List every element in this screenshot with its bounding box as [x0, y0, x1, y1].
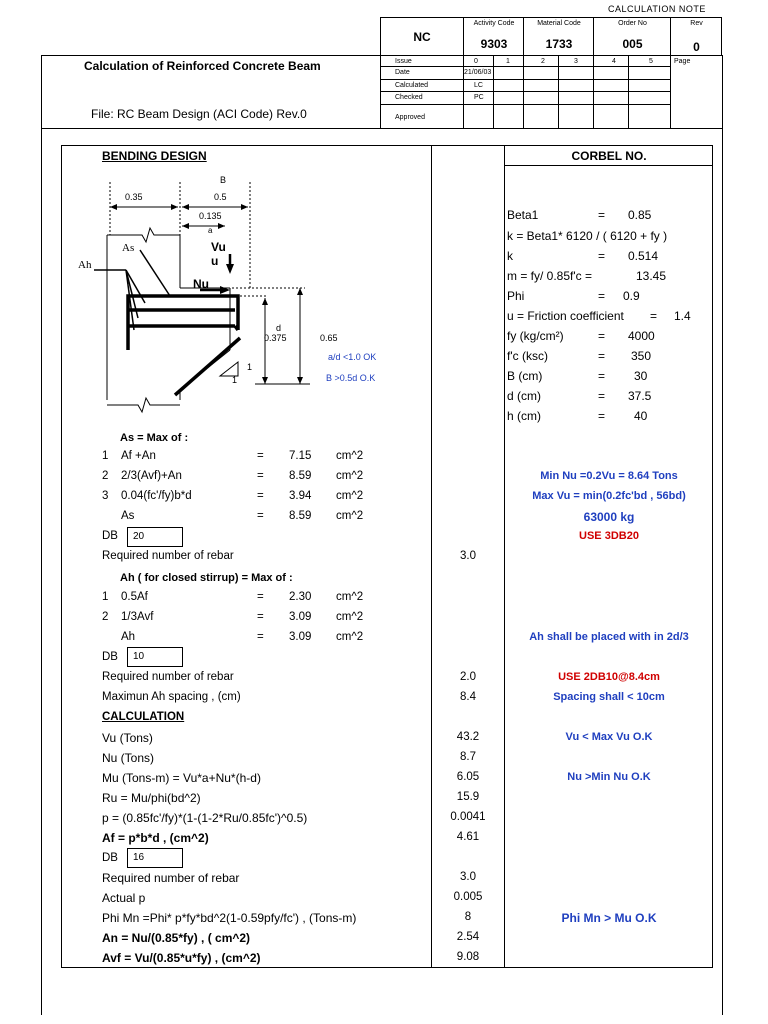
corbel-title-underline	[504, 165, 713, 166]
row-value: 2.30	[289, 591, 312, 603]
row-equals: =	[257, 450, 264, 462]
an-label: An = Nu/(0.85*fy) , ( cm^2)	[102, 931, 251, 945]
min-nu-note: Min Nu =0.2Vu = 8.64 Tons	[540, 470, 678, 482]
calculated-label: Calculated	[395, 82, 429, 89]
db3-input[interactable]: 16	[127, 848, 183, 868]
calc-mu-label: Mu (Tons-m) = Vu*a+Nu*(h-d)	[102, 771, 261, 785]
actual-p-label: Actual p	[102, 891, 146, 905]
vu-value: 43.2	[456, 731, 480, 743]
req-rebar-3-label: Required number of rebar	[102, 871, 240, 885]
param-beta1-label: Beta1	[507, 208, 539, 222]
req-rebar-3-value: 3.0	[460, 871, 476, 883]
param-u-label: u = Friction coefficient	[507, 309, 624, 323]
row-number: 3	[102, 490, 109, 502]
phi-mn-check: Phi Mn > Mu O.K	[561, 911, 657, 925]
nu-label: Nu	[193, 277, 209, 291]
order-no-value: 005	[622, 37, 643, 51]
row-label: As	[121, 510, 135, 522]
req-rebar-1-label: Required number of rebar	[102, 550, 234, 562]
max-ah-spacing-value: 8.4	[460, 691, 476, 703]
slope-1a: 1	[247, 362, 253, 372]
param-k-value: 0.514	[628, 249, 659, 263]
max-ah-spacing-label: Maximun Ah spacing , (cm)	[102, 691, 241, 703]
af-value: 4.61	[456, 831, 480, 843]
row-label: 0.5Af	[121, 591, 148, 603]
row-value: 3.09	[289, 631, 312, 643]
param-d-label: d (cm)	[507, 389, 541, 403]
param-u-value: 1.4	[674, 309, 691, 323]
param-h-eq: =	[598, 409, 606, 423]
row-unit: cm^2	[336, 470, 364, 482]
row-number: 2	[102, 470, 109, 482]
document-title: Calculation of Reinforced Concrete Beam	[84, 59, 321, 73]
param-d-eq: =	[598, 389, 606, 403]
row-unit: cm^2	[336, 611, 364, 623]
as-label: As	[122, 242, 135, 254]
row-label: 0.04(fc'/fy)b*d	[121, 490, 192, 502]
issue-col-1: 1	[506, 58, 510, 65]
max-vu-value: 63000 kg	[583, 510, 635, 524]
issue-col-5: 5	[649, 58, 653, 65]
db2-label: DB	[102, 651, 118, 663]
param-fy-eq: =	[598, 329, 606, 343]
ah-label: Ah	[78, 259, 92, 271]
actual-p-value: 0.005	[453, 891, 483, 903]
p-value: 0.0041	[450, 811, 486, 823]
req-rebar-2-label: Required number of rebar	[102, 671, 234, 683]
param-phi-eq: =	[598, 289, 606, 303]
grid-line	[380, 55, 670, 56]
db2-input[interactable]: 10	[127, 647, 183, 667]
phi-mn-value: 8	[464, 911, 472, 923]
param-h-value: 40	[634, 409, 648, 423]
row-unit: cm^2	[336, 631, 364, 643]
param-b-value: 30	[634, 369, 648, 383]
d-label: d	[276, 323, 282, 333]
dim-b-label: B	[220, 175, 227, 185]
calc-af-label: Af = p*b*d , (cm^2)	[102, 831, 209, 845]
row-unit: cm^2	[336, 450, 364, 462]
order-no-label: Order No	[618, 20, 647, 27]
calculation-title: CALCULATION	[102, 711, 185, 723]
u-label: u	[211, 254, 219, 268]
activity-code-value: 9303	[480, 37, 508, 51]
issue-col-4: 4	[612, 58, 616, 65]
max-vu-note: Max Vu = min(0.2fc'bd , 56bd)	[532, 490, 686, 502]
row-unit: cm^2	[336, 490, 364, 502]
grid-line	[380, 104, 670, 105]
checked-value: PC	[474, 94, 484, 101]
slope-1b: 1	[232, 375, 238, 385]
nu-value: 8.7	[460, 751, 476, 763]
company-code: NC	[413, 30, 431, 44]
nu-check: Nu >Min Nu O.K	[567, 771, 651, 783]
calc-ru-label: Ru = Mu/phi(bd^2)	[102, 791, 201, 805]
b-check: B >0.5d O.K	[326, 373, 376, 383]
use-2db10: USE 2DB10@8.4cm	[558, 671, 660, 683]
grid-line	[380, 128, 670, 129]
date-label: Date	[395, 69, 410, 76]
ah-placement-note: Ah shall be placed with in 2d/3	[529, 631, 689, 643]
row-equals: =	[257, 591, 264, 603]
dim-05: 0.5	[214, 192, 227, 202]
row-value: 3.94	[289, 490, 312, 502]
rev-value: 0	[693, 40, 700, 54]
row-equals: =	[257, 611, 264, 623]
row-label: 1/3Avf	[121, 611, 154, 623]
approved-label: Approved	[395, 114, 425, 121]
param-fc-value: 350	[631, 349, 652, 363]
vu-label: Vu	[211, 240, 226, 254]
param-k-label: k	[507, 249, 513, 263]
param-u-eq: =	[650, 309, 658, 323]
param-beta1-eq: =	[598, 208, 606, 222]
dim-065: 0.65	[320, 333, 338, 343]
issue-col-3: 3	[574, 58, 578, 65]
row-unit: cm^2	[336, 591, 364, 603]
dim-035: 0.35	[125, 192, 143, 202]
row-value: 3.09	[289, 611, 312, 623]
issue-label: Issue	[395, 58, 412, 65]
corbel-diagram	[70, 170, 430, 420]
issue-col-2: 2	[541, 58, 545, 65]
row-equals: =	[257, 510, 264, 522]
calculation-note-title: CALCULATION NOTE	[608, 4, 706, 14]
row-value: 7.15	[289, 450, 312, 462]
company-cell	[380, 17, 464, 56]
param-phi-label: Phi	[507, 289, 525, 303]
calculated-value: LC	[474, 82, 483, 89]
as-title: As = Max of :	[120, 432, 189, 444]
grid-line	[380, 91, 670, 92]
issue-col-0: 0	[474, 58, 478, 65]
avf-label: Avf = Vu/(0.85*u*fy) , (cm^2)	[102, 951, 261, 965]
spacing-note: Spacing shall < 10cm	[553, 691, 665, 703]
param-b-eq: =	[598, 369, 606, 383]
rev-label: Rev	[690, 20, 703, 27]
an-value: 2.54	[456, 931, 480, 943]
param-fy-label: fy (kg/cm²)	[507, 329, 564, 343]
db1-label: DB	[102, 530, 118, 542]
row-label: Ah	[121, 631, 136, 643]
param-phi-value: 0.9	[623, 289, 640, 303]
phi-mn-label: Phi Mn =Phi* p*fy*bd^2(1-0.59pfy/fc') , (Tons-m)	[102, 911, 357, 925]
param-k-eq: =	[598, 249, 606, 263]
dim-a-label: a	[208, 226, 213, 235]
bending-design-title: BENDING DESIGN	[102, 149, 207, 163]
checked-label: Checked	[395, 94, 423, 101]
ad-check: a/d <1.0 OK	[328, 352, 377, 362]
param-fc-eq: =	[598, 349, 606, 363]
row-number: 1	[102, 450, 109, 462]
calc-p-label: p = (0.85fc'/fy)*(1-(1-2*Ru/0.85fc')^0.5)	[102, 811, 308, 825]
rev-cell	[670, 17, 722, 56]
param-m-label: m = fy/ 0.85f'c =	[507, 269, 592, 283]
activity-code-cell	[463, 17, 524, 56]
column-divider-2	[504, 145, 505, 968]
date-value: 21/06/03	[464, 69, 492, 76]
db1-input[interactable]: 20	[127, 527, 183, 547]
corbel-title: CORBEL NO.	[571, 149, 647, 163]
use-3db20: USE 3DB20	[579, 530, 639, 542]
param-k-formula: k = Beta1* 6120 / ( 6120 + fy )	[507, 229, 668, 243]
material-code-label: Material Code	[537, 20, 581, 27]
param-fy-value: 4000	[628, 329, 655, 343]
order-no-cell	[593, 17, 671, 56]
calc-nu-label: Nu (Tons)	[102, 751, 155, 765]
vu-check: Vu < Max Vu O.K	[565, 731, 653, 743]
row-label: Af +An	[121, 450, 156, 462]
row-label: 2/3(Avf)+An	[121, 470, 182, 482]
req-rebar-2-value: 2.0	[460, 671, 476, 683]
db3-label: DB	[102, 852, 118, 864]
grid-line	[670, 55, 671, 129]
page-label: Page	[674, 58, 691, 65]
param-beta1-value: 0.85	[628, 208, 652, 222]
activity-code-label: Activity Code	[473, 20, 515, 27]
calc-vu-label: Vu (Tons)	[102, 731, 153, 745]
row-unit: cm^2	[336, 510, 364, 522]
param-d-value: 37.5	[628, 389, 652, 403]
mu-value: 6.05	[456, 771, 480, 783]
param-m-value: 13.45	[636, 269, 667, 283]
material-code-value: 1733	[545, 37, 573, 51]
row-equals: =	[257, 470, 264, 482]
grid-line	[380, 79, 670, 80]
frame-right	[722, 128, 723, 1015]
param-b-label: B (cm)	[507, 369, 543, 383]
file-name: File: RC Beam Design (ACI Code) Rev.0	[91, 107, 307, 121]
ah-title: Ah ( for closed stirrup) = Max of :	[120, 572, 293, 584]
param-fc-label: f'c (ksc)	[507, 349, 548, 363]
row-number: 2	[102, 611, 109, 623]
dim-0375: 0.375	[264, 333, 287, 343]
row-value: 8.59	[289, 510, 312, 522]
row-equals: =	[257, 490, 264, 502]
req-rebar-1-value: 3.0	[460, 550, 476, 562]
frame-left	[41, 128, 42, 1015]
dim-0135: 0.135	[199, 211, 222, 221]
row-equals: =	[257, 631, 264, 643]
param-h-label: h (cm)	[507, 409, 541, 423]
row-value: 8.59	[289, 470, 312, 482]
ru-value: 15.9	[456, 791, 480, 803]
row-number: 1	[102, 591, 109, 603]
material-code-cell	[523, 17, 594, 56]
grid-line	[380, 66, 670, 67]
avf-value: 9.08	[456, 951, 480, 963]
